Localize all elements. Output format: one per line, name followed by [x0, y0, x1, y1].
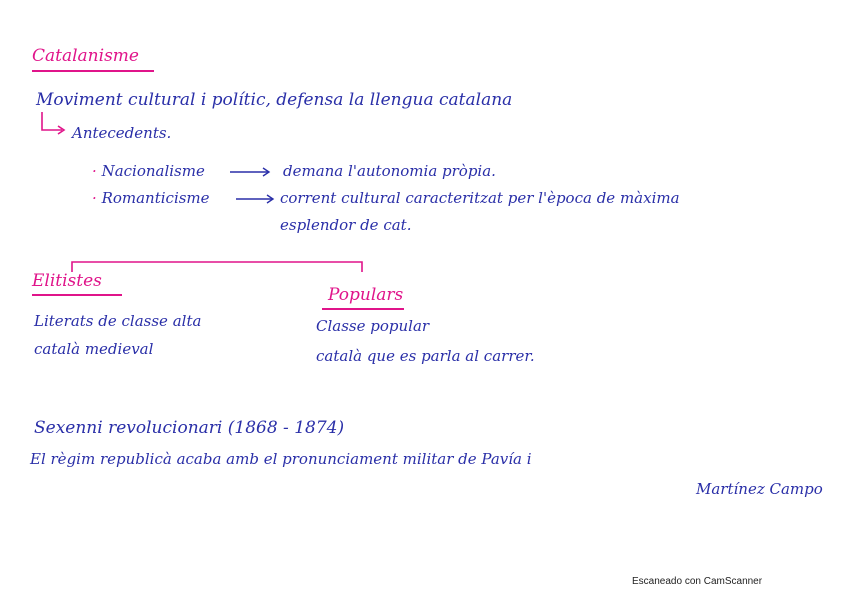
elitistes-line-1: Literats de classe alta: [34, 312, 202, 330]
antecedents-label: Antecedents.: [72, 124, 172, 142]
term-romanticisme: Romanticisme: [101, 189, 210, 207]
sexenni-line-1: El règim republicà acaba amb el pronunciament militar de Pavía i: [30, 450, 532, 468]
sexenni-line-2: Martínez Campo: [696, 480, 823, 498]
term-nacionalisme: Nacionalisme: [101, 162, 205, 180]
populars-underline: [322, 308, 404, 310]
definition-text: Moviment cultural i polític, defensa la llengua catalana: [36, 90, 513, 110]
populars-title: Populars: [328, 285, 404, 305]
desc-romanticisme: corrent cultural caracteritzat per l'època de màxima: [280, 189, 680, 207]
elitistes-underline: [32, 294, 122, 296]
bullet-dot: ·: [92, 189, 97, 207]
populars-line-2: català que es parla al carrer.: [316, 347, 535, 365]
elitistes-line-2: català medieval: [34, 340, 154, 358]
bullet-romanticisme: [92, 189, 210, 207]
sexenni-title: Sexenni revolucionari (1868 - 1874): [34, 418, 345, 438]
desc-nacionalisme: demana l'autonomia pròpia.: [283, 162, 496, 180]
desc-romanticisme-cont: esplendor de cat.: [280, 216, 412, 234]
populars-line-1: Classe popular: [316, 317, 430, 335]
page-title: Catalanisme: [32, 46, 139, 66]
elitistes-title: Elitistes: [32, 271, 102, 291]
bullet-dot: ·: [92, 162, 97, 180]
camscanner-watermark: Escaneado con CamScanner: [632, 576, 763, 587]
bullet-nacionalisme: [92, 162, 205, 180]
